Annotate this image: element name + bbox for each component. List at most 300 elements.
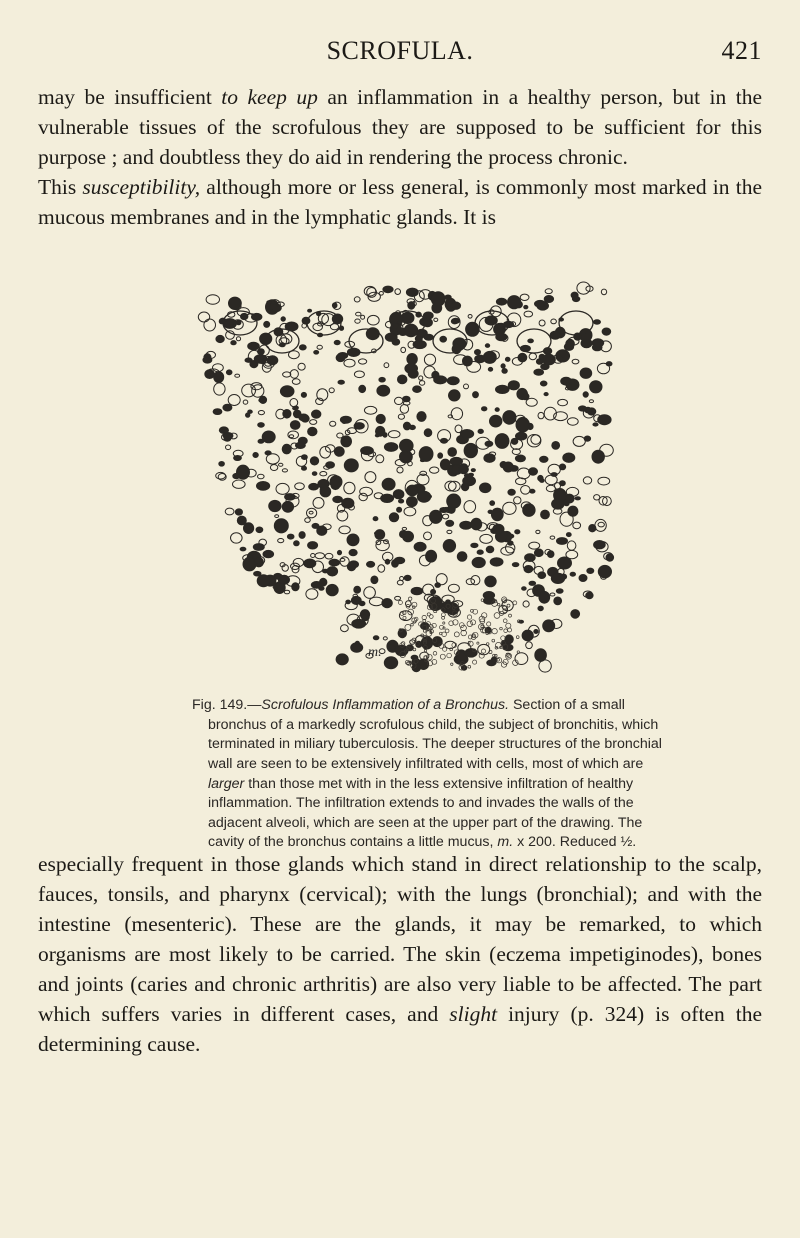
cell-nucleus bbox=[354, 371, 364, 378]
mucus-speck bbox=[504, 629, 508, 633]
cell-nucleus bbox=[388, 431, 400, 438]
cell-nucleus bbox=[296, 442, 306, 448]
cell-nucleus bbox=[508, 381, 519, 390]
cell-nucleus bbox=[259, 396, 266, 403]
cell-nucleus bbox=[349, 549, 357, 555]
cell-nucleus bbox=[243, 400, 248, 404]
cell-nucleus bbox=[339, 526, 350, 534]
cell-nucleus bbox=[534, 369, 544, 375]
cell-nucleus bbox=[407, 354, 417, 365]
cell-nucleus bbox=[606, 362, 612, 366]
cell-nucleus bbox=[508, 489, 515, 495]
cell-nucleus bbox=[424, 334, 433, 340]
cell-nucleus bbox=[538, 572, 546, 579]
cell-nucleus bbox=[577, 282, 590, 294]
cell-nucleus bbox=[389, 513, 398, 522]
cell-nucleus bbox=[231, 341, 236, 345]
mucus-speck bbox=[481, 649, 485, 653]
cell-nucleus bbox=[223, 404, 232, 411]
cell-nucleus bbox=[398, 414, 404, 419]
bronchus-section-illustration bbox=[180, 268, 620, 678]
cell-nucleus bbox=[490, 501, 495, 506]
cell-nucleus bbox=[552, 499, 565, 509]
mucus-speck bbox=[516, 636, 519, 639]
cell-nucleus bbox=[550, 593, 555, 596]
cell-nucleus bbox=[485, 316, 497, 325]
cell-nucleus bbox=[252, 385, 264, 397]
cell-nucleus bbox=[415, 336, 422, 343]
paragraph-1-text-a: may be insufficient bbox=[38, 85, 222, 109]
cell-nucleus bbox=[361, 315, 365, 319]
cell-nucleus bbox=[475, 350, 481, 355]
cell-nucleus bbox=[290, 399, 298, 407]
cell-nucleus bbox=[292, 379, 300, 385]
caption-text bbox=[192, 696, 662, 853]
caption-text-3: x 200. Reduced ½. bbox=[513, 834, 637, 851]
cell-nucleus bbox=[326, 584, 338, 595]
cell-nucleus bbox=[375, 530, 385, 540]
cell-nucleus bbox=[274, 519, 288, 533]
cell-nucleus bbox=[341, 436, 352, 447]
cell-nucleus bbox=[550, 331, 560, 339]
cell-nucleus bbox=[589, 400, 593, 403]
cell-nucleus bbox=[551, 319, 557, 324]
cell-nucleus bbox=[471, 576, 480, 585]
cell-nucleus bbox=[399, 499, 404, 503]
cell-nucleus bbox=[397, 507, 402, 512]
paragraph-3 bbox=[38, 849, 762, 1059]
cell-nucleus bbox=[447, 494, 461, 508]
mucus-speck bbox=[503, 619, 507, 623]
cell-nucleus bbox=[516, 478, 526, 485]
cell-nucleus bbox=[225, 508, 234, 515]
figure-caption bbox=[192, 682, 662, 867]
mucus-speck bbox=[413, 621, 415, 623]
cell-nucleus bbox=[258, 474, 265, 479]
cell-nucleus bbox=[315, 553, 324, 559]
cell-nucleus bbox=[477, 550, 483, 554]
cell-nucleus bbox=[349, 561, 359, 568]
cell-nucleus bbox=[336, 654, 348, 665]
cell-nucleus bbox=[457, 552, 467, 562]
cell-nucleus bbox=[219, 462, 225, 467]
cell-nucleus bbox=[526, 642, 533, 649]
cell-nucleus bbox=[344, 459, 358, 472]
cell-nucleus bbox=[464, 384, 469, 389]
cell-nucleus bbox=[198, 312, 209, 322]
cell-nucleus bbox=[382, 599, 392, 608]
mucus-speck bbox=[492, 639, 495, 642]
cell-nucleus bbox=[308, 542, 318, 549]
cell-nucleus bbox=[516, 417, 529, 432]
cell-nucleus bbox=[486, 546, 494, 553]
cell-nucleus bbox=[298, 363, 305, 370]
cell-nucleus bbox=[299, 345, 306, 350]
cell-nucleus bbox=[503, 411, 516, 425]
cell-nucleus bbox=[276, 483, 289, 494]
cell-nucleus bbox=[351, 596, 361, 604]
cell-nucleus bbox=[527, 435, 541, 447]
cell-nucleus bbox=[543, 620, 555, 632]
cell-nucleus bbox=[231, 533, 243, 543]
body-text-top bbox=[38, 82, 762, 232]
cell-nucleus bbox=[299, 414, 309, 421]
cell-nucleus bbox=[280, 386, 294, 397]
cell-nucleus bbox=[264, 321, 270, 327]
cell-nucleus bbox=[304, 559, 316, 568]
cell-nucleus bbox=[377, 385, 390, 396]
cell-nucleus bbox=[414, 542, 426, 551]
cell-nucleus bbox=[584, 436, 590, 441]
cell-nucleus bbox=[495, 408, 499, 412]
cell-nucleus bbox=[598, 415, 611, 425]
cell-nucleus bbox=[336, 354, 345, 362]
cell-nucleus bbox=[342, 498, 354, 508]
cell-nucleus bbox=[443, 540, 455, 553]
cell-nucleus bbox=[402, 527, 406, 530]
cell-nucleus bbox=[337, 550, 341, 554]
cell-nucleus bbox=[295, 483, 305, 490]
cell-nucleus bbox=[294, 541, 300, 546]
cell-nucleus bbox=[312, 410, 321, 418]
cell-nucleus bbox=[501, 364, 505, 368]
cell-nucleus bbox=[329, 388, 334, 393]
cell-nucleus bbox=[471, 543, 478, 547]
mucus-speck bbox=[403, 616, 406, 619]
cell-nucleus bbox=[529, 353, 536, 360]
cell-nucleus bbox=[558, 399, 568, 405]
cell-nucleus bbox=[508, 296, 521, 309]
cell-nucleus bbox=[263, 550, 274, 557]
cell-nucleus bbox=[282, 444, 291, 454]
cell-nucleus bbox=[290, 421, 300, 430]
cell-nucleus bbox=[320, 486, 331, 497]
cell-nucleus bbox=[515, 653, 528, 665]
cell-nucleus bbox=[471, 518, 482, 530]
cell-nucleus bbox=[314, 351, 319, 355]
mucus-speck bbox=[424, 650, 426, 652]
mucus-speck bbox=[494, 613, 500, 619]
cell-nucleus bbox=[204, 319, 216, 331]
cell-nucleus bbox=[601, 289, 606, 295]
cell-nucleus bbox=[274, 573, 283, 579]
body-text-bottom bbox=[38, 849, 762, 1059]
cell-nucleus bbox=[440, 438, 447, 443]
mucus-speck bbox=[443, 627, 445, 629]
cell-nucleus bbox=[440, 459, 450, 470]
cell-nucleus bbox=[338, 380, 344, 384]
cell-nucleus bbox=[594, 541, 606, 549]
cell-nucleus bbox=[520, 345, 530, 351]
cell-nucleus bbox=[282, 501, 293, 512]
cell-nucleus bbox=[398, 375, 407, 384]
cell-nucleus bbox=[311, 554, 315, 558]
cell-nucleus bbox=[503, 462, 513, 472]
cell-nucleus bbox=[404, 507, 416, 516]
cell-nucleus bbox=[376, 414, 385, 423]
cell-nucleus bbox=[493, 524, 504, 534]
cell-nucleus bbox=[529, 468, 538, 475]
cell-nucleus bbox=[544, 296, 553, 303]
cell-nucleus bbox=[488, 584, 492, 587]
cell-nucleus bbox=[258, 411, 264, 415]
cell-nucleus bbox=[464, 501, 476, 513]
cell-nucleus bbox=[472, 557, 485, 567]
cell-nucleus bbox=[541, 510, 550, 519]
cell-nucleus bbox=[359, 493, 367, 500]
cell-nucleus bbox=[334, 447, 344, 457]
cell-nucleus bbox=[354, 586, 361, 593]
figure-label-m: m. bbox=[368, 645, 382, 660]
mucus-speck bbox=[433, 652, 437, 656]
mucus-speck bbox=[479, 653, 484, 658]
cell-nucleus bbox=[319, 587, 324, 591]
cell-nucleus bbox=[228, 395, 240, 406]
cell-nucleus bbox=[579, 406, 587, 411]
cell-nucleus bbox=[213, 409, 222, 415]
cell-nucleus bbox=[373, 517, 378, 521]
cell-nucleus bbox=[394, 557, 404, 564]
cell-nucleus bbox=[583, 392, 588, 397]
cell-nucleus bbox=[528, 339, 534, 343]
cell-nucleus bbox=[552, 442, 560, 450]
mucus-speck bbox=[513, 601, 517, 605]
cell-nucleus bbox=[403, 396, 411, 401]
cell-nucleus bbox=[359, 385, 366, 392]
cell-nucleus bbox=[240, 547, 246, 551]
mucus-speck bbox=[471, 620, 476, 625]
cell-nucleus bbox=[460, 430, 473, 439]
cell-nucleus bbox=[495, 434, 509, 449]
cell-nucleus bbox=[256, 527, 263, 533]
caption-emphasis-2: m. bbox=[497, 834, 514, 851]
cell-nucleus bbox=[382, 478, 395, 490]
cell-nucleus bbox=[330, 476, 342, 488]
cell-nucleus bbox=[551, 473, 557, 477]
cell-nucleus bbox=[347, 534, 359, 546]
cell-nucleus bbox=[383, 433, 387, 438]
cell-nucleus bbox=[539, 591, 550, 603]
cell-nucleus bbox=[355, 319, 360, 323]
cell-nucleus bbox=[325, 553, 333, 559]
mucus-speck bbox=[454, 632, 459, 637]
cell-nucleus bbox=[593, 423, 598, 426]
cell-nucleus bbox=[473, 392, 479, 398]
cell-nucleus bbox=[587, 568, 594, 573]
cell-nucleus bbox=[309, 511, 313, 514]
cell-nucleus bbox=[570, 572, 575, 576]
cell-nucleus bbox=[356, 312, 361, 316]
cell-nucleus bbox=[594, 495, 600, 500]
cell-nucleus bbox=[359, 359, 367, 364]
mucus-speck bbox=[467, 615, 471, 619]
cell-nucleus bbox=[257, 482, 270, 491]
cell-nucleus bbox=[269, 500, 281, 511]
cell-nucleus bbox=[400, 439, 414, 452]
cell-nucleus bbox=[317, 345, 322, 349]
cell-nucleus bbox=[566, 533, 571, 537]
cell-nucleus bbox=[545, 289, 552, 294]
cell-nucleus bbox=[413, 386, 422, 393]
mucus-speck bbox=[409, 597, 412, 600]
cell-nucleus bbox=[308, 427, 317, 435]
cell-nucleus bbox=[522, 630, 533, 641]
cell-nucleus bbox=[320, 472, 327, 476]
cell-nucleus bbox=[598, 565, 611, 577]
cell-nucleus bbox=[544, 393, 548, 396]
page-header bbox=[38, 36, 762, 68]
cell-nucleus bbox=[329, 559, 340, 566]
cell-nucleus bbox=[237, 516, 246, 525]
mucus-speck bbox=[440, 654, 445, 659]
cell-nucleus bbox=[535, 300, 546, 307]
cell-nucleus bbox=[575, 497, 580, 500]
mucus-speck bbox=[467, 621, 473, 627]
mucus-speck bbox=[443, 622, 445, 624]
cell-nucleus bbox=[226, 370, 232, 375]
cell-nucleus bbox=[524, 566, 533, 573]
mucus-speck bbox=[517, 651, 519, 653]
cell-nucleus bbox=[326, 462, 335, 468]
cell-nucleus bbox=[557, 538, 568, 545]
mucus-speck bbox=[492, 629, 497, 634]
cell-nucleus bbox=[508, 541, 513, 545]
cell-nucleus bbox=[320, 578, 327, 586]
cell-nucleus bbox=[438, 453, 443, 458]
histology-figure bbox=[180, 268, 620, 678]
cell-nucleus bbox=[393, 490, 404, 499]
paragraph-2-lead: This bbox=[38, 175, 83, 199]
cell-nucleus bbox=[395, 397, 403, 404]
cell-nucleus bbox=[435, 583, 441, 588]
cell-nucleus bbox=[400, 531, 407, 538]
cell-nucleus bbox=[592, 450, 604, 463]
cell-nucleus bbox=[327, 567, 338, 576]
cell-nucleus bbox=[463, 356, 473, 366]
cell-nucleus bbox=[408, 302, 415, 310]
mucus-speck bbox=[500, 627, 503, 630]
mucus-speck bbox=[503, 606, 507, 610]
cell-nucleus bbox=[496, 385, 510, 393]
cell-nucleus bbox=[564, 343, 573, 350]
mucus-speck bbox=[496, 642, 502, 648]
cell-nucleus bbox=[496, 298, 506, 305]
cell-nucleus bbox=[480, 534, 493, 543]
cell-nucleus bbox=[572, 296, 579, 301]
cell-nucleus bbox=[379, 292, 383, 296]
cell-nucleus bbox=[330, 421, 336, 426]
cell-nucleus bbox=[540, 456, 548, 462]
cell-nucleus bbox=[384, 363, 389, 368]
cell-nucleus bbox=[371, 576, 378, 584]
cell-nucleus bbox=[308, 309, 312, 312]
cell-nucleus bbox=[529, 542, 540, 549]
cell-nucleus bbox=[404, 575, 411, 580]
cell-nucleus bbox=[598, 522, 604, 527]
cell-nucleus bbox=[258, 423, 265, 428]
cell-nucleus bbox=[355, 641, 359, 644]
cell-nucleus bbox=[284, 590, 289, 594]
cell-nucleus bbox=[373, 636, 379, 640]
cell-nucleus bbox=[567, 418, 578, 425]
cell-nucleus bbox=[568, 506, 578, 516]
cell-nucleus bbox=[538, 412, 544, 418]
cell-nucleus bbox=[312, 523, 319, 528]
cell-nucleus bbox=[434, 376, 447, 384]
cell-nucleus bbox=[434, 318, 438, 321]
cell-nucleus bbox=[383, 637, 387, 640]
alveolus-outline bbox=[559, 311, 593, 335]
cell-nucleus bbox=[480, 483, 491, 493]
cell-nucleus bbox=[216, 335, 224, 342]
cell-nucleus bbox=[384, 657, 397, 669]
cell-nucleus bbox=[563, 453, 575, 462]
mucus-speck bbox=[509, 614, 512, 617]
cell-nucleus bbox=[589, 525, 596, 532]
mucus-speck bbox=[398, 601, 402, 605]
cell-nucleus bbox=[466, 579, 474, 585]
cell-nucleus bbox=[517, 468, 530, 479]
cell-nucleus bbox=[482, 407, 487, 411]
paragraph-3-text-a: especially frequent in those glands which stand in direct relationship to the scalp, fauces, tonsils, and pharynx (cervical); with the lungs (bronchial); and with the intestine (mesenteric). These are the glands, it may be remarked, to which organisms are most likely to be carried. The skin (eczema impetiginodes), bones and joints (caries and chronic arthritis) are also very liable to be affected. The part which suffers varies in different cases, and bbox=[38, 852, 762, 1026]
cell-nucleus bbox=[522, 393, 529, 400]
cell-nucleus bbox=[529, 581, 536, 585]
cell-nucleus bbox=[443, 514, 449, 519]
cell-nucleus bbox=[307, 508, 317, 518]
cell-nucleus bbox=[558, 557, 572, 569]
cell-nucleus bbox=[540, 381, 547, 386]
cell-nucleus bbox=[538, 606, 543, 611]
cell-nucleus bbox=[478, 429, 483, 433]
cell-nucleus bbox=[450, 457, 462, 465]
cell-nucleus bbox=[448, 448, 457, 457]
cell-nucleus bbox=[293, 558, 303, 566]
cell-nucleus bbox=[573, 436, 585, 446]
mucus-speck bbox=[445, 629, 449, 633]
cell-nucleus bbox=[580, 368, 592, 378]
cell-nucleus bbox=[401, 347, 406, 352]
cell-nucleus bbox=[523, 601, 529, 607]
cell-nucleus bbox=[554, 597, 562, 605]
cell-nucleus bbox=[572, 359, 579, 364]
cell-nucleus bbox=[306, 589, 318, 600]
cell-nucleus bbox=[523, 504, 535, 517]
cell-nucleus bbox=[516, 432, 527, 440]
mucus-speck bbox=[447, 653, 452, 658]
cell-nucleus bbox=[445, 295, 451, 300]
cell-nucleus bbox=[267, 356, 278, 365]
cell-nucleus bbox=[301, 392, 306, 397]
cell-nucleus bbox=[289, 435, 293, 438]
cell-nucleus bbox=[287, 534, 294, 539]
cell-nucleus bbox=[333, 496, 343, 502]
cell-nucleus bbox=[459, 465, 469, 474]
paragraph-1-text-b: an inflammation in a healthy person, but in the vulnerable tissues of the scrofulous they are supposed to be sufficient for this purpose ; and doubtless they do aid in rendering the process chronic. bbox=[38, 85, 762, 169]
cell-nucleus bbox=[451, 302, 461, 309]
cell-nucleus bbox=[419, 381, 424, 386]
cell-nucleus bbox=[602, 328, 611, 335]
cell-nucleus bbox=[226, 445, 231, 450]
cell-nucleus bbox=[214, 383, 225, 395]
cell-nucleus bbox=[258, 349, 265, 355]
cell-nucleus bbox=[515, 455, 525, 462]
cell-nucleus bbox=[417, 412, 426, 422]
cell-nucleus bbox=[395, 596, 401, 600]
cell-nucleus bbox=[233, 480, 246, 488]
cell-nucleus bbox=[305, 518, 311, 523]
running-title: SCROFULA. bbox=[326, 36, 474, 65]
cell-nucleus bbox=[283, 372, 291, 377]
